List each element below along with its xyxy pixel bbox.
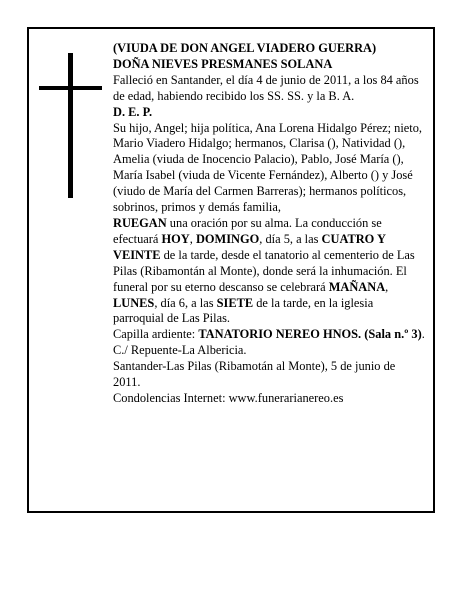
ceremony-text: , — [189, 231, 196, 246]
hoy-word: HOY — [161, 231, 190, 246]
obituary-notice — [27, 27, 435, 513]
place-date-line: Santander-Las Pilas (Ribamotán al Monte), 5 de junio de 2011. — [113, 359, 396, 390]
funeral-time: SIETE — [216, 295, 254, 310]
cross-icon-bar — [39, 86, 102, 90]
capilla-line — [113, 327, 425, 359]
condolences-line: Condolencias Internet: www.funerarianereo.es — [113, 390, 344, 405]
ceremony-text: de la tarde, en la iglesia parroquial de Las Pilas. — [113, 295, 374, 326]
ceremony-paragraph — [113, 216, 425, 327]
capilla-label: Capilla ardiente: — [113, 327, 199, 342]
obituary-text — [113, 41, 425, 407]
ceremony-text: de la tarde, desde el tanatorio al cementerio de Las Pilas (Ribamontán al Monte), donde será la inhumación. El funeral por su eterno descanso se celebrará — [113, 247, 415, 294]
domingo-word: DOMINGO — [195, 231, 260, 246]
sacraments-line: de edad, habiendo recibido los SS. SS. y la B. A. — [113, 88, 355, 103]
cross-icon — [68, 53, 73, 198]
capilla-name: TANATORIO NEREO HNOS. (Sala n.º 3) — [198, 327, 422, 342]
lunes-word: LUNES — [113, 295, 155, 310]
ceremony-text: , — [385, 279, 389, 294]
dep-line: D. E. P. — [113, 104, 153, 119]
ruegan-word: RUEGAN — [113, 215, 167, 230]
ceremony-text: , día 5, a las — [259, 231, 322, 246]
ceremony-text: , día 6, a las — [154, 295, 217, 310]
capilla-address: . C./ Repuente-La Albericia. — [113, 327, 425, 358]
family-paragraph: Su hijo, Angel; hija política, Ana Lorena Hidalgo Pérez; nieto, Mario Viadero Hidalgo; hermanos, Clarisa (), Natividad (), Amelia (viuda de Inocencio Palacio), Pablo, José María (), María Isabel (viuda de Vicente Fernández), Alberto () y José (viudo de María del Carmen Barreras); hermanos políticos, sobrinos, primos y demás familia, — [113, 120, 423, 215]
ceremony-text: una oración por su alma. La conducción se efectuará — [113, 215, 382, 246]
manana-word: MAÑANA — [328, 279, 386, 294]
deceased-name: DOÑA NIEVES PRESMANES SOLANA — [113, 56, 333, 71]
widow-line: (VIUDA DE DON ANGEL VIADERO GUERRA) — [113, 41, 377, 55]
conduction-time: CUATRO Y VEINTE — [113, 231, 386, 262]
death-line: Falleció en Santander, el día 4 de junio de 2011, a los 84 años — [113, 72, 419, 87]
